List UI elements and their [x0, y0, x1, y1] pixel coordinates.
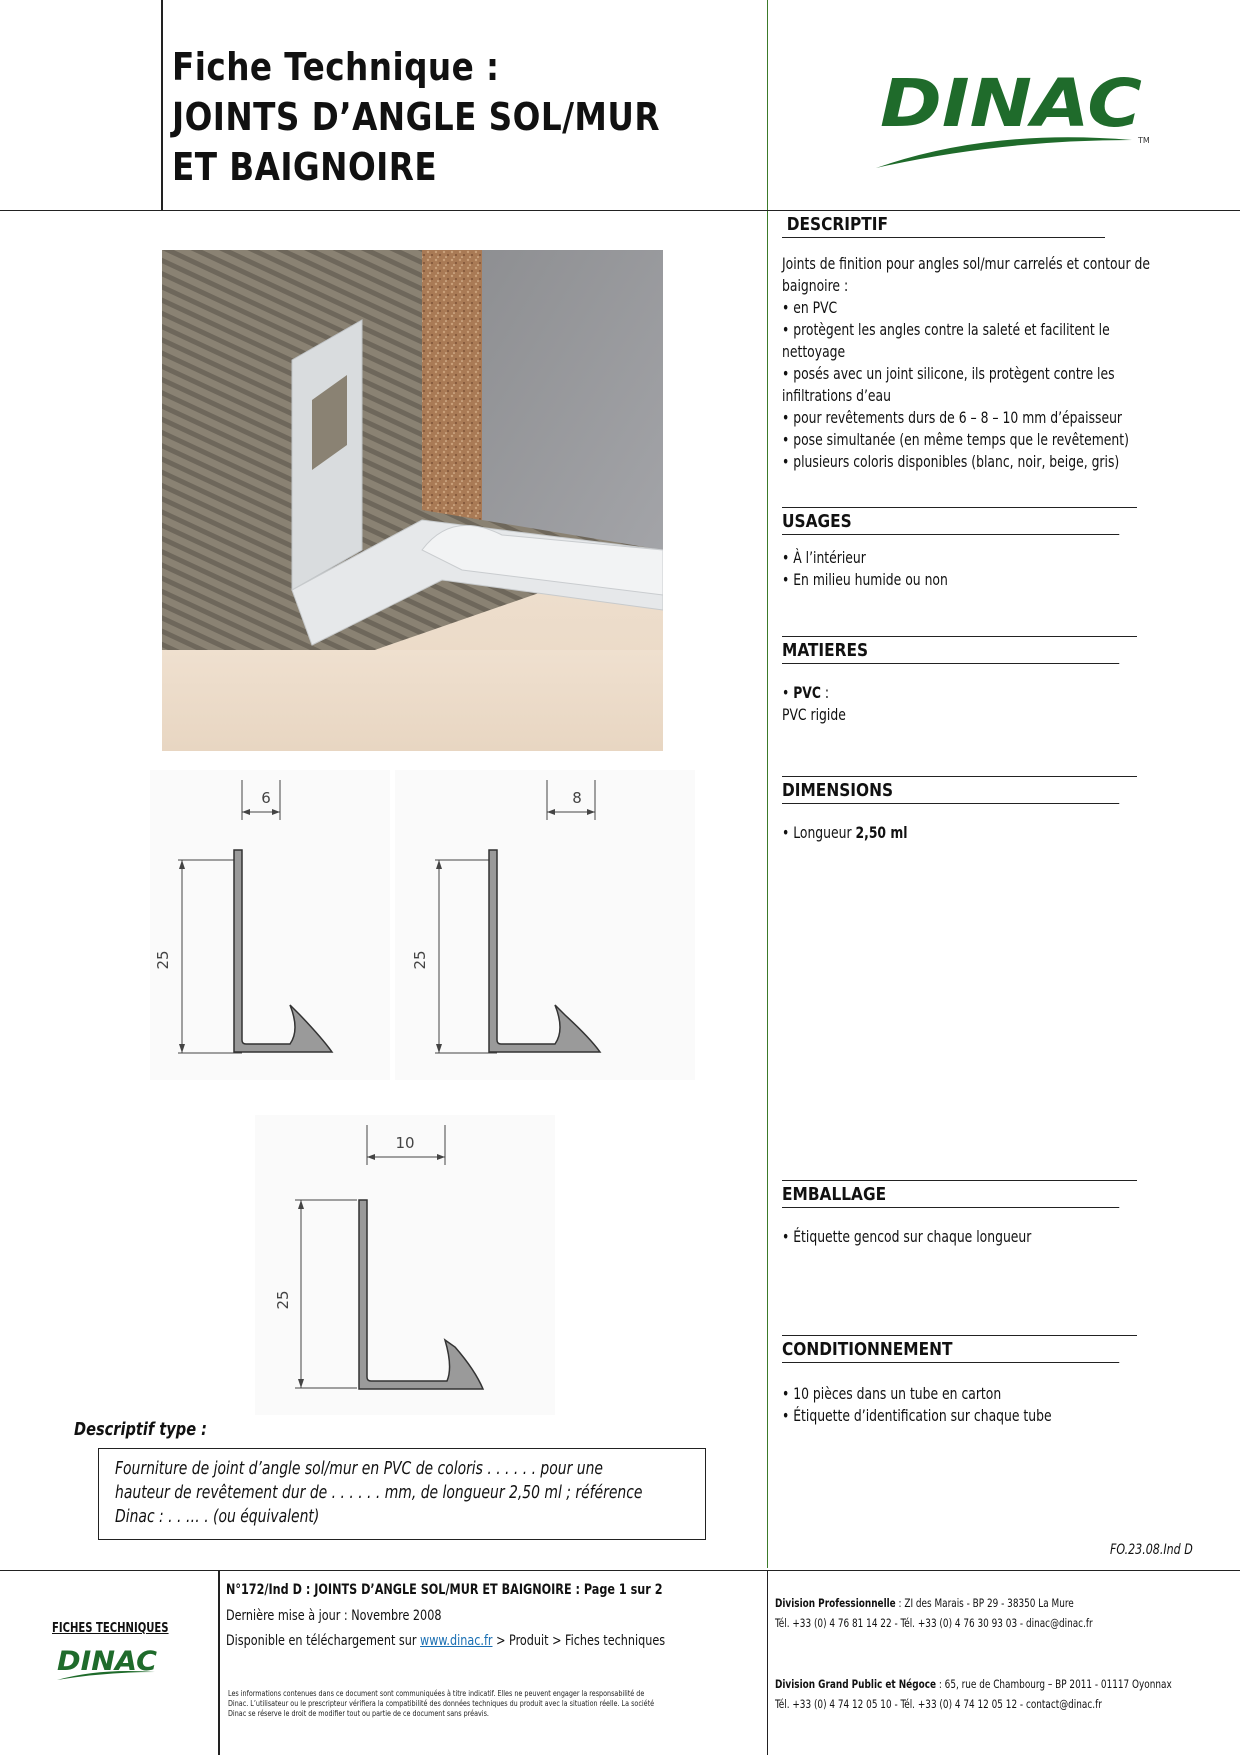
footer-logo-wordmark: DINAC	[57, 1646, 158, 1677]
height-label-6: 25	[154, 950, 172, 970]
descriptif-heading: DESCRIPTIF	[782, 214, 1105, 238]
descriptif-line: Joints de finition pour angles sol/mur carrelés et contour de	[782, 254, 1150, 273]
conditionnement-line: • 10 pièces dans un tube en carton	[782, 1384, 1002, 1403]
section-usages	[782, 507, 1137, 591]
disclaimer-line: Les informations contenues dans ce document sont communiquées à titre indicatif. Elles ne peuvent engager la responsabilité de	[228, 1689, 645, 1698]
division-gp-label: Division Grand Public et Négoce	[775, 1677, 937, 1691]
title-line-1: Fiche Technique :	[172, 45, 500, 89]
matieres-colon: :	[820, 683, 830, 702]
descriptif-line: • posés avec un joint silicone, ils protègent contre les	[782, 364, 1115, 383]
dimensions-text	[782, 822, 1143, 844]
emballage-line: • Étiquette gencod sur chaque longueur	[782, 1227, 1032, 1246]
dinac-logo	[870, 58, 1160, 173]
footer-left-label: FICHES TECHNIQUES	[52, 1621, 169, 1636]
usages-line: • En milieu humide ou non	[782, 570, 948, 589]
matieres-bullet: •	[782, 683, 794, 702]
page-title	[172, 42, 660, 192]
descriptif-line: infiltrations d’eau	[782, 386, 891, 405]
descriptif-type-box	[98, 1448, 706, 1540]
descriptif-type-line: Fourniture de joint d’angle sol/mur en PVC de coloris . . . . . . pour une	[115, 1458, 603, 1479]
product-photo	[162, 250, 663, 751]
matieres-line-1	[782, 682, 1143, 704]
footer-left-rule	[218, 1570, 220, 1755]
dimensions-prefix: • Longueur	[782, 823, 856, 842]
profile-diagram-8	[395, 770, 695, 1080]
usages-heading: USAGES	[782, 511, 1119, 535]
usages-line: • À l’intérieur	[782, 548, 866, 567]
descriptif-line: nettoyage	[782, 342, 846, 361]
descriptif-line: • pose simultanée (en même temps que le revêtement)	[782, 430, 1129, 449]
footer-disclaimer	[228, 1689, 760, 1719]
descriptif-line: • pour revêtements durs de 6 – 8 – 10 mm d’épaisseur	[782, 408, 1123, 427]
footer-download	[226, 1629, 665, 1654]
matieres-material: PVC	[793, 683, 821, 702]
dinac-website-link[interactable]: www.dinac.fr	[420, 1633, 493, 1649]
footer-doc-title: N°172/Ind D : JOINTS D’ANGLE SOL/MUR ET BAIGNOIRE : Page 1 sur 2	[226, 1582, 663, 1598]
width-label-8: 8	[572, 789, 582, 807]
dimensions-value: 2,50 ml	[855, 823, 908, 842]
header-left-rule	[161, 0, 163, 210]
column-divider	[767, 0, 768, 1568]
matieres-line-2: PVC rigide	[782, 705, 846, 724]
title-line-3: ET BAIGNOIRE	[172, 145, 438, 189]
header-bottom-rule	[0, 210, 1240, 211]
section-emballage	[782, 1180, 1137, 1248]
disclaimer-line: Dinac. L’utilisateur ou le prescripteur vérifiera la compatibilité des données techniques du produit avec la situation réelle. La société	[228, 1699, 655, 1708]
logo-wordmark: DINAC	[880, 65, 1142, 142]
logo-tm: TM	[1138, 136, 1150, 145]
disclaimer-line: Dinac se réserve le droit de modifier tout ou partie de ce document sans préavis.	[228, 1709, 489, 1718]
width-label-10: 10	[395, 1134, 415, 1152]
title-line-2: JOINTS D’ANGLE SOL/MUR	[172, 95, 660, 139]
descriptif-type-line: hauteur de revêtement dur de . . . . . . mm, de longueur 2,50 ml ; référence	[115, 1482, 643, 1503]
footer-download-prefix: Disponible en téléchargement sur	[226, 1633, 421, 1649]
descriptif-type-heading: Descriptif type :	[74, 1419, 207, 1440]
profile-diagram-6	[150, 770, 390, 1080]
footer-update: Dernière mise à jour : Novembre 2008	[226, 1608, 442, 1624]
reference-code: FO.23.08.Ind D	[1110, 1542, 1193, 1558]
descriptif-type-line: Dinac : . . … . (ou équivalent)	[115, 1506, 320, 1527]
footer-right-rule	[767, 1570, 768, 1755]
matieres-text	[782, 682, 1143, 726]
conditionnement-heading: CONDITIONNEMENT	[782, 1339, 1119, 1363]
descriptif-text	[782, 253, 1150, 473]
profile-diagram-10	[255, 1115, 555, 1415]
usages-text	[782, 547, 1143, 591]
footer-top-rule	[0, 1570, 1240, 1571]
footer-download-suffix: > Produit > Fiches techniques	[492, 1633, 666, 1649]
section-dimensions	[782, 776, 1137, 844]
descriptif-line: • protègent les angles contre la saleté et facilitent le	[782, 320, 1110, 339]
division-pro-address: : ZI des Marais - BP 29 - 38350 La Mure	[895, 1596, 1074, 1610]
division-pro-contact: Tél. +33 (0) 4 76 81 14 22 - Tél. +33 (0) 4 76 30 93 03 - dinac@dinac.fr	[775, 1616, 1093, 1630]
height-label-10: 25	[274, 1290, 292, 1310]
width-label-6: 6	[261, 789, 271, 807]
division-pro-label: Division Professionnelle	[775, 1596, 896, 1610]
descriptif-line: baignoire :	[782, 276, 849, 295]
descriptif-line: • plusieurs coloris disponibles (blanc, noir, beige, gris)	[782, 452, 1120, 471]
emballage-text	[782, 1226, 1143, 1248]
emballage-heading: EMBALLAGE	[782, 1184, 1119, 1208]
conditionnement-line: • Étiquette d’identification sur chaque tube	[782, 1406, 1052, 1425]
footer-dinac-logo	[55, 1642, 175, 1682]
height-label-8: 25	[411, 950, 429, 970]
section-conditionnement	[782, 1335, 1137, 1427]
descriptif-line: • en PVC	[782, 298, 838, 317]
section-descriptif	[782, 214, 1150, 473]
division-gp-address: : 65, rue de Chambourg – BP 2011 - 01117 Oyonnax	[936, 1677, 1172, 1691]
section-matieres	[782, 636, 1137, 726]
conditionnement-text	[782, 1383, 1143, 1427]
footer-division-gp	[775, 1674, 1172, 1714]
footer-division-pro	[775, 1593, 1093, 1633]
dimensions-heading: DIMENSIONS	[782, 780, 1119, 804]
matieres-heading: MATIERES	[782, 640, 1119, 664]
division-gp-contact: Tél. +33 (0) 4 74 12 05 10 - Tél. +33 (0) 4 74 12 05 12 - contact@dinac.fr	[775, 1697, 1102, 1711]
